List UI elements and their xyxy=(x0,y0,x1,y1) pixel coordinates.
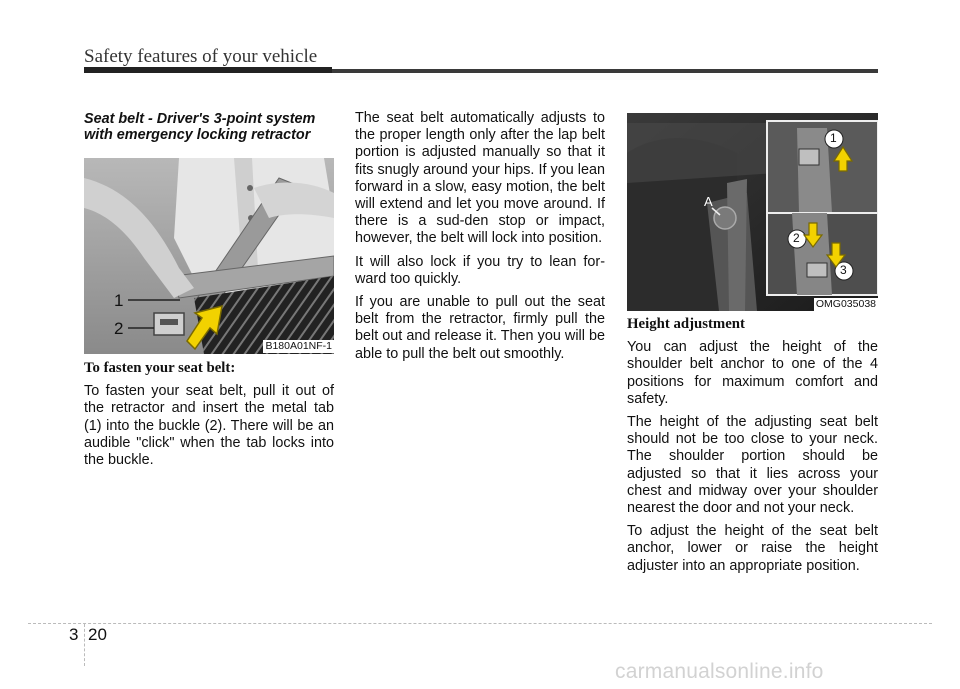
fasten-heading: To fasten your seat belt: xyxy=(84,360,236,376)
height-paragraph-2: The height of the adjusting seat belt should not be too close to your neck. The shoulder portion should be adjusted so that it lies across your chest and midway over your shoulder nearest the door and not your neck. xyxy=(627,414,878,517)
section-title: Seat belt - Driver's 3-point system with emergency locking retractor xyxy=(84,111,316,143)
fasten-paragraph: To fasten your seat belt, pull it out of the retractor and insert the metal tab (1) into the buckle (2). There will be an audible "click" when the tab locks into the buckle. xyxy=(84,383,334,469)
footer-rule xyxy=(28,623,932,624)
figure-code: B180A01NF-1 xyxy=(265,340,332,352)
page-number-divider xyxy=(84,624,85,666)
height-heading: Height adjustment xyxy=(627,316,745,332)
label-a: A xyxy=(704,194,713,209)
retractor-paragraph-2: It will also lock if you try to lean for-ward too quickly. xyxy=(355,253,605,287)
chapter-number: 3 xyxy=(69,625,79,644)
fasten-section xyxy=(84,360,334,475)
callout-2-label: 2 xyxy=(114,319,124,338)
page-header-title: Safety features of your vehicle xyxy=(84,46,318,67)
retractor-section xyxy=(355,110,605,369)
callout-3-label: 3 xyxy=(840,263,847,277)
height-paragraph-3: To adjust the height of the seat belt anchor, lower or raise the height adjuster into an appropriate position. xyxy=(627,523,878,574)
figure-code: OMG035038 xyxy=(815,298,876,310)
page-number: 20 xyxy=(88,625,107,644)
callout-2-label: 2 xyxy=(793,231,800,245)
fasten-seatbelt-illustration xyxy=(84,158,334,354)
retractor-paragraph-3: If you are unable to pull out the seat belt from the retractor, firmly pull the belt out and release it. Then you will be able to pull the belt out smoothly. xyxy=(355,294,605,362)
header-rule xyxy=(84,69,878,73)
watermark: carmanualsonline.info xyxy=(615,660,824,683)
retractor-paragraph-1: The seat belt automatically adjusts to the proper length only after the lap belt portion is adjusted manually so that it fits snugly around your hips. If you lean forward in a slow, easy motion, the belt will extend and let you move around. If there is a sud-den stop or impact, however, the belt will lock into position. xyxy=(355,110,605,247)
callout-1-label: 1 xyxy=(830,131,837,145)
height-adjuster-illustration xyxy=(627,113,878,311)
height-section xyxy=(627,316,878,581)
height-paragraph-1: You can adjust the height of the shoulder belt anchor to one of the 4 positions for maximum comfort and safety. xyxy=(627,339,878,407)
callout-1-label: 1 xyxy=(114,291,124,310)
